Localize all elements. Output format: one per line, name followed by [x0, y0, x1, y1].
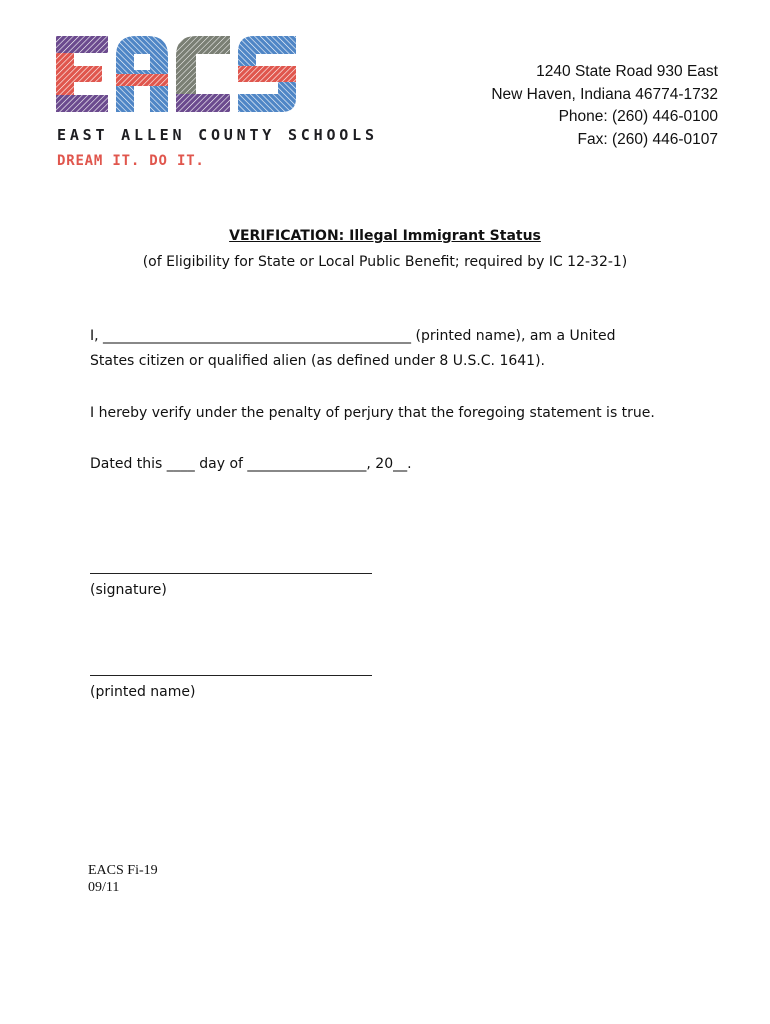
address-phone: Phone: (260) 446-0100 — [558, 108, 718, 125]
printed-name-line[interactable] — [90, 675, 372, 676]
statement-line-2: States citizen or qualified alien (as defined under 8 U.S.C. 1641). — [90, 353, 545, 369]
verification-statement: I hereby verify under the penalty of perjury that the foregoing statement is true. — [90, 405, 655, 421]
address-city: New Haven, Indiana 46774-1732 — [491, 85, 718, 103]
address-block — [491, 61, 718, 151]
printed-name-label: (printed name) — [90, 684, 196, 700]
logo-letter-e — [56, 36, 108, 112]
form-footer — [88, 862, 158, 896]
tagline: DREAM IT. DO IT. — [57, 153, 205, 169]
eacs-logo — [56, 36, 296, 112]
form-heading — [0, 226, 770, 272]
school-name: EAST ALLEN COUNTY SCHOOLS — [57, 126, 378, 144]
form-revision: 09/11 — [88, 880, 120, 895]
dated-line: Dated this ____ day of _________________, 20__. — [90, 456, 412, 472]
logo-letter-a — [116, 36, 168, 112]
statement-paragraph — [90, 324, 700, 374]
logo-letter-s — [238, 36, 296, 112]
form-subtitle: (of Eligibility for State or Local Public Benefit; required by IC 12-32-1) — [142, 254, 628, 270]
form-id: EACS Fi-19 — [88, 863, 158, 878]
address-fax: Fax: (260) 446-0107 — [577, 130, 718, 148]
address-street: 1240 State Road 930 East — [536, 63, 718, 80]
logo-letter-c — [176, 36, 230, 112]
signature-line[interactable] — [90, 573, 372, 574]
form-title: VERIFICATION: Illegal Immigrant Status — [229, 228, 541, 244]
statement-line-1: I, ____________________________________________ (printed name), am a United — [90, 328, 616, 344]
signature-label: (signature) — [90, 582, 167, 598]
